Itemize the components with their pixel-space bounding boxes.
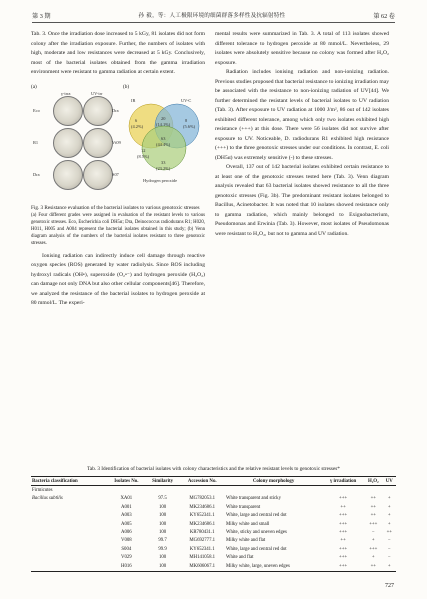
- figure-caption: [31, 204, 205, 248]
- table-cell: −: [387, 538, 391, 544]
- table-cell: A003: [120, 513, 132, 519]
- table-cell: White transparent and sticky: [225, 496, 281, 502]
- dish-label: Vt09: [112, 139, 121, 145]
- table-cell: MG692777.1: [189, 538, 216, 544]
- left-paragraph-1: Tab. 3. Once the irradiation dose increased to 5 kGy, 81 isolates did not form colony after the irradiation exposure. Further, the numbers of isolates with high, moderate and low resistances were decreased at 5 kGy. Conclusively, most of the bacterial isolates obtained from the gamma irradiation environment were resistant to gamma radiation at certain extent.: [31, 31, 205, 75]
- table-cell: MG782053.1: [189, 496, 216, 502]
- table-cell: +++: [369, 521, 378, 527]
- table-cell: ++: [370, 504, 376, 510]
- running-header: [32, 8, 395, 23]
- table-cell: 100: [158, 555, 167, 561]
- petri-dish-6: [83, 160, 113, 190]
- table-cell: ++: [370, 513, 376, 519]
- table-cell: +: [387, 504, 391, 510]
- table-cell: MH141058.1: [189, 555, 216, 561]
- col-header: UV: [383, 477, 396, 486]
- table-cell: +++: [369, 546, 378, 552]
- table-cell: +: [387, 513, 391, 519]
- table-cell: +: [383, 562, 396, 571]
- header-title: 孙 毅，等：人工极限环境的细菌群落多样性及抗辐射特性: [138, 13, 286, 19]
- table-cell: +++: [339, 496, 348, 502]
- table-cell: ++: [364, 562, 383, 571]
- genus-cell: [31, 520, 107, 528]
- caption-body: (a) Four different grades were assigned in evaluation of the resistant levels to various genotoxic stresses. Eco, Escherichia coli DH5α; Dra, Deinococcus radiodurans R1; H020, H011, H005 and A004 represent the bacterial isolates obtained in this study; (b) Venn diagram analysis of the numbers of the bacterial isolates resistant to three genotoxic stresses.: [31, 212, 205, 247]
- genus-cell: [31, 546, 107, 554]
- table-cell: Milky white and small: [225, 521, 270, 527]
- table-cell: White and flat: [225, 555, 254, 561]
- genus-cell: [31, 537, 107, 545]
- table-row: [31, 520, 396, 528]
- table-cell: KY652341.1: [189, 513, 215, 519]
- table-cell: ++: [340, 504, 346, 510]
- table-cell: Milky white and flat: [225, 538, 266, 544]
- table-cell: MK234686.1: [189, 521, 216, 527]
- col-header-uv: UV-irr: [91, 90, 103, 96]
- table-cell: +: [371, 555, 375, 561]
- dish-label: Eco: [33, 107, 40, 113]
- table-cell: −: [387, 546, 391, 552]
- table-cell: White, large and central red dot: [225, 513, 287, 519]
- table-cell: −: [371, 529, 375, 535]
- left-column: [31, 30, 205, 309]
- table-cell: 100: [158, 521, 167, 527]
- table-cell: +: [387, 496, 391, 502]
- venn-pct: (44.4%): [156, 141, 171, 147]
- header-issue: 第 3 期: [32, 12, 51, 20]
- venn-pct: (14.1%): [156, 121, 171, 127]
- table-header-row: [31, 477, 396, 486]
- table-cell: V008: [120, 538, 132, 544]
- venn-count: 63: [161, 135, 166, 141]
- table-cell: 99.9: [158, 546, 167, 552]
- table-row: [31, 512, 396, 520]
- table-cell: +++: [339, 521, 348, 527]
- table-cell: KR780431.1: [189, 529, 215, 535]
- col-header: Accession No.: [179, 477, 224, 486]
- table-cell: 100: [158, 513, 167, 519]
- dish-label: Dra: [33, 171, 40, 177]
- table-cell: +++: [339, 513, 348, 519]
- table-cell: MK234686.1: [189, 504, 216, 510]
- genus-cell: [31, 554, 107, 562]
- col-header: Similarity: [146, 477, 180, 486]
- table-row: [31, 546, 396, 554]
- venn-pct: (8.5%): [137, 153, 150, 159]
- table-cell: ++: [340, 538, 346, 544]
- table-cell: V029: [120, 555, 132, 561]
- group-label: Firmicutes: [32, 488, 53, 493]
- col-header: Isolates No.: [107, 477, 146, 486]
- table-cell: H016: [107, 562, 146, 571]
- table-title: Tab. 3 Identification of bacterial isolates with colony characteristics and the relative resistant levels to genotoxic stresses*: [87, 466, 340, 472]
- venn-pct: (23.2%): [156, 165, 171, 171]
- table-row: [31, 537, 396, 545]
- table-row: [31, 529, 396, 537]
- table-row: [31, 562, 396, 571]
- venn-count: 8: [185, 117, 188, 123]
- table-cell: A001: [120, 504, 132, 510]
- header-volume: 第 62 卷: [373, 12, 395, 20]
- table-cell: +++: [339, 555, 348, 561]
- table-cell: +: [371, 538, 375, 544]
- panel-b-label: (b): [123, 83, 130, 90]
- venn-count: 20: [161, 115, 166, 121]
- table-cell: XA01: [120, 496, 133, 502]
- genus-cell: [31, 512, 107, 520]
- col-header: Bacteria classification: [31, 477, 107, 486]
- genus-cell: [31, 562, 107, 571]
- figure-3: [31, 82, 205, 202]
- genus-cell: [31, 529, 107, 537]
- table-row: [31, 554, 396, 562]
- right-paragraph-3: Overall, 137 out of 142 bacterial isolates exhibited certain resistance to at least one of the genotoxic stresses tested here (Tab. 3). Venn diagram analysis revealed that 63 bacterial isolates showed resistance to all the three genotoxic stresses (Fig. 3b). The predominant resistant isolates belonged to Bacillus, Acinetobacter. It was noted that 10 isolates showed resistance only to gamma radiation, which mainly belonged to Exiguobacterium, Pseudomonas and Erwinia (Tab. 3). However, most isolates of Pseudomonas were resistant to H₂O₂, but not to gamma and UV radiation.: [215, 164, 389, 237]
- table-cell: +: [387, 521, 391, 527]
- table-cell: 99.7: [158, 538, 167, 544]
- venn-pct: (4.2%): [131, 123, 144, 129]
- caption-title: Fig. 3 Resistance evaluation of the bacterial isolates to various genotoxic stresses: [31, 204, 200, 211]
- genus-cell: [31, 504, 107, 512]
- table-cell: 100: [146, 562, 180, 571]
- panel-a-label: (a): [31, 83, 37, 90]
- table-cell: 100: [158, 529, 167, 535]
- right-paragraph-1: mental results were summarized in Tab. 3. A total of 113 isolates showed different tolerance to hydrogen peroxide at 80 mmol/L. Nevertheless, 29 isolates were absolutely sensitive because no colony was formed after H₂O₂ exposure.: [215, 31, 389, 66]
- dish-label: Dra: [112, 107, 119, 113]
- table-cell: MK606067.1: [179, 562, 224, 571]
- table-cell: A006: [120, 529, 132, 535]
- table-cell: +++: [339, 546, 348, 552]
- col-header: H₂O₂: [364, 477, 383, 486]
- table-cell: −: [387, 555, 391, 561]
- table-row: [31, 504, 396, 512]
- petri-dish-4: [83, 128, 113, 158]
- table-cell: +++: [322, 562, 364, 571]
- left-paragraph-2: Ionising radiation can indirectly induce cell damage through reactive oxygen species (ROS) generated by water radiolysis. Since ROS including hydroxyl radicals (OH•), superoxide (O₂•⁻) and hydrogen peroxide (H₂O₂) can damage not only DNA but also other cellular components[46]. Therefore, we analyzed the resistance of the bacterial isolates to hydrogen peroxide at 80 mmol/L. The experi-: [31, 252, 205, 307]
- table-cell: ++: [370, 496, 376, 502]
- right-paragraph-2: Radiation includes ionising radiation and non-ionizing radiation. Previous studies proposed that bacterial resistance to ionizing irradiation may be associated with the resistance to non-ionizing radiation of UV[44]. We further determined the resistant levels of bacterial isolates to UV radiation (Tab. 3). After exposure to UV radiation at 1000 J/m², 86 out of 142 isolates exhibited different tolerance, among which only two isolates exhibited high resistance (+++) at this dose. There were 56 isolates did not survive after exposure to UV. Noticeable, D. radiodurans R1 exhibited high resistance (+++) to the three genotoxic stresses under our conditions. In contrast, E. coli (DH5α) was extremely sensitive (-) to these stresses.: [215, 69, 389, 161]
- figure-panel-a: [31, 83, 121, 198]
- table-row: [31, 495, 396, 503]
- page-number: 727: [385, 583, 394, 589]
- col-header: Colony morphology: [225, 477, 322, 486]
- table-cell: 97.5: [158, 496, 167, 502]
- table-cell: 100: [158, 504, 167, 510]
- genus-cell: Bacillus subtilis: [32, 496, 63, 502]
- right-column: [215, 30, 389, 239]
- petri-dish-3: [53, 128, 83, 158]
- petri-dish-1: [53, 96, 83, 126]
- table-group-row: [31, 486, 396, 496]
- results-table: [31, 476, 396, 572]
- table-cell: S004: [121, 546, 132, 552]
- table-cell: A005: [120, 521, 132, 527]
- figure-panel-b: [123, 83, 205, 198]
- col-header-gamma: γ-irra: [61, 90, 71, 96]
- table-cell: ++: [386, 529, 392, 535]
- col-header: γ irradiation: [322, 477, 364, 486]
- table-cell: +++: [339, 529, 348, 535]
- venn-pct: (5.6%): [183, 123, 196, 129]
- venn-count: 33: [161, 159, 166, 165]
- venn-set-uv: UV-C: [181, 97, 192, 103]
- petri-dish-2: [83, 96, 113, 126]
- venn-count: 12: [141, 147, 146, 153]
- dish-label: S07: [112, 171, 119, 177]
- table-cell: White, sticky and uneven edges: [225, 529, 287, 535]
- table-cell: White transparent: [225, 504, 261, 510]
- table-cell: KY652341.1: [189, 546, 215, 552]
- petri-dish-5: [53, 160, 83, 190]
- table-cell: Milky white, large, uneven edges: [225, 562, 322, 571]
- venn-count: 6: [135, 117, 138, 123]
- table-cell: White, large and central red dot: [225, 546, 287, 552]
- venn-set-ir: IR: [131, 97, 136, 103]
- dish-label: R1: [33, 139, 39, 145]
- venn-set-h2o2: Hydrogen peroxide: [143, 177, 178, 183]
